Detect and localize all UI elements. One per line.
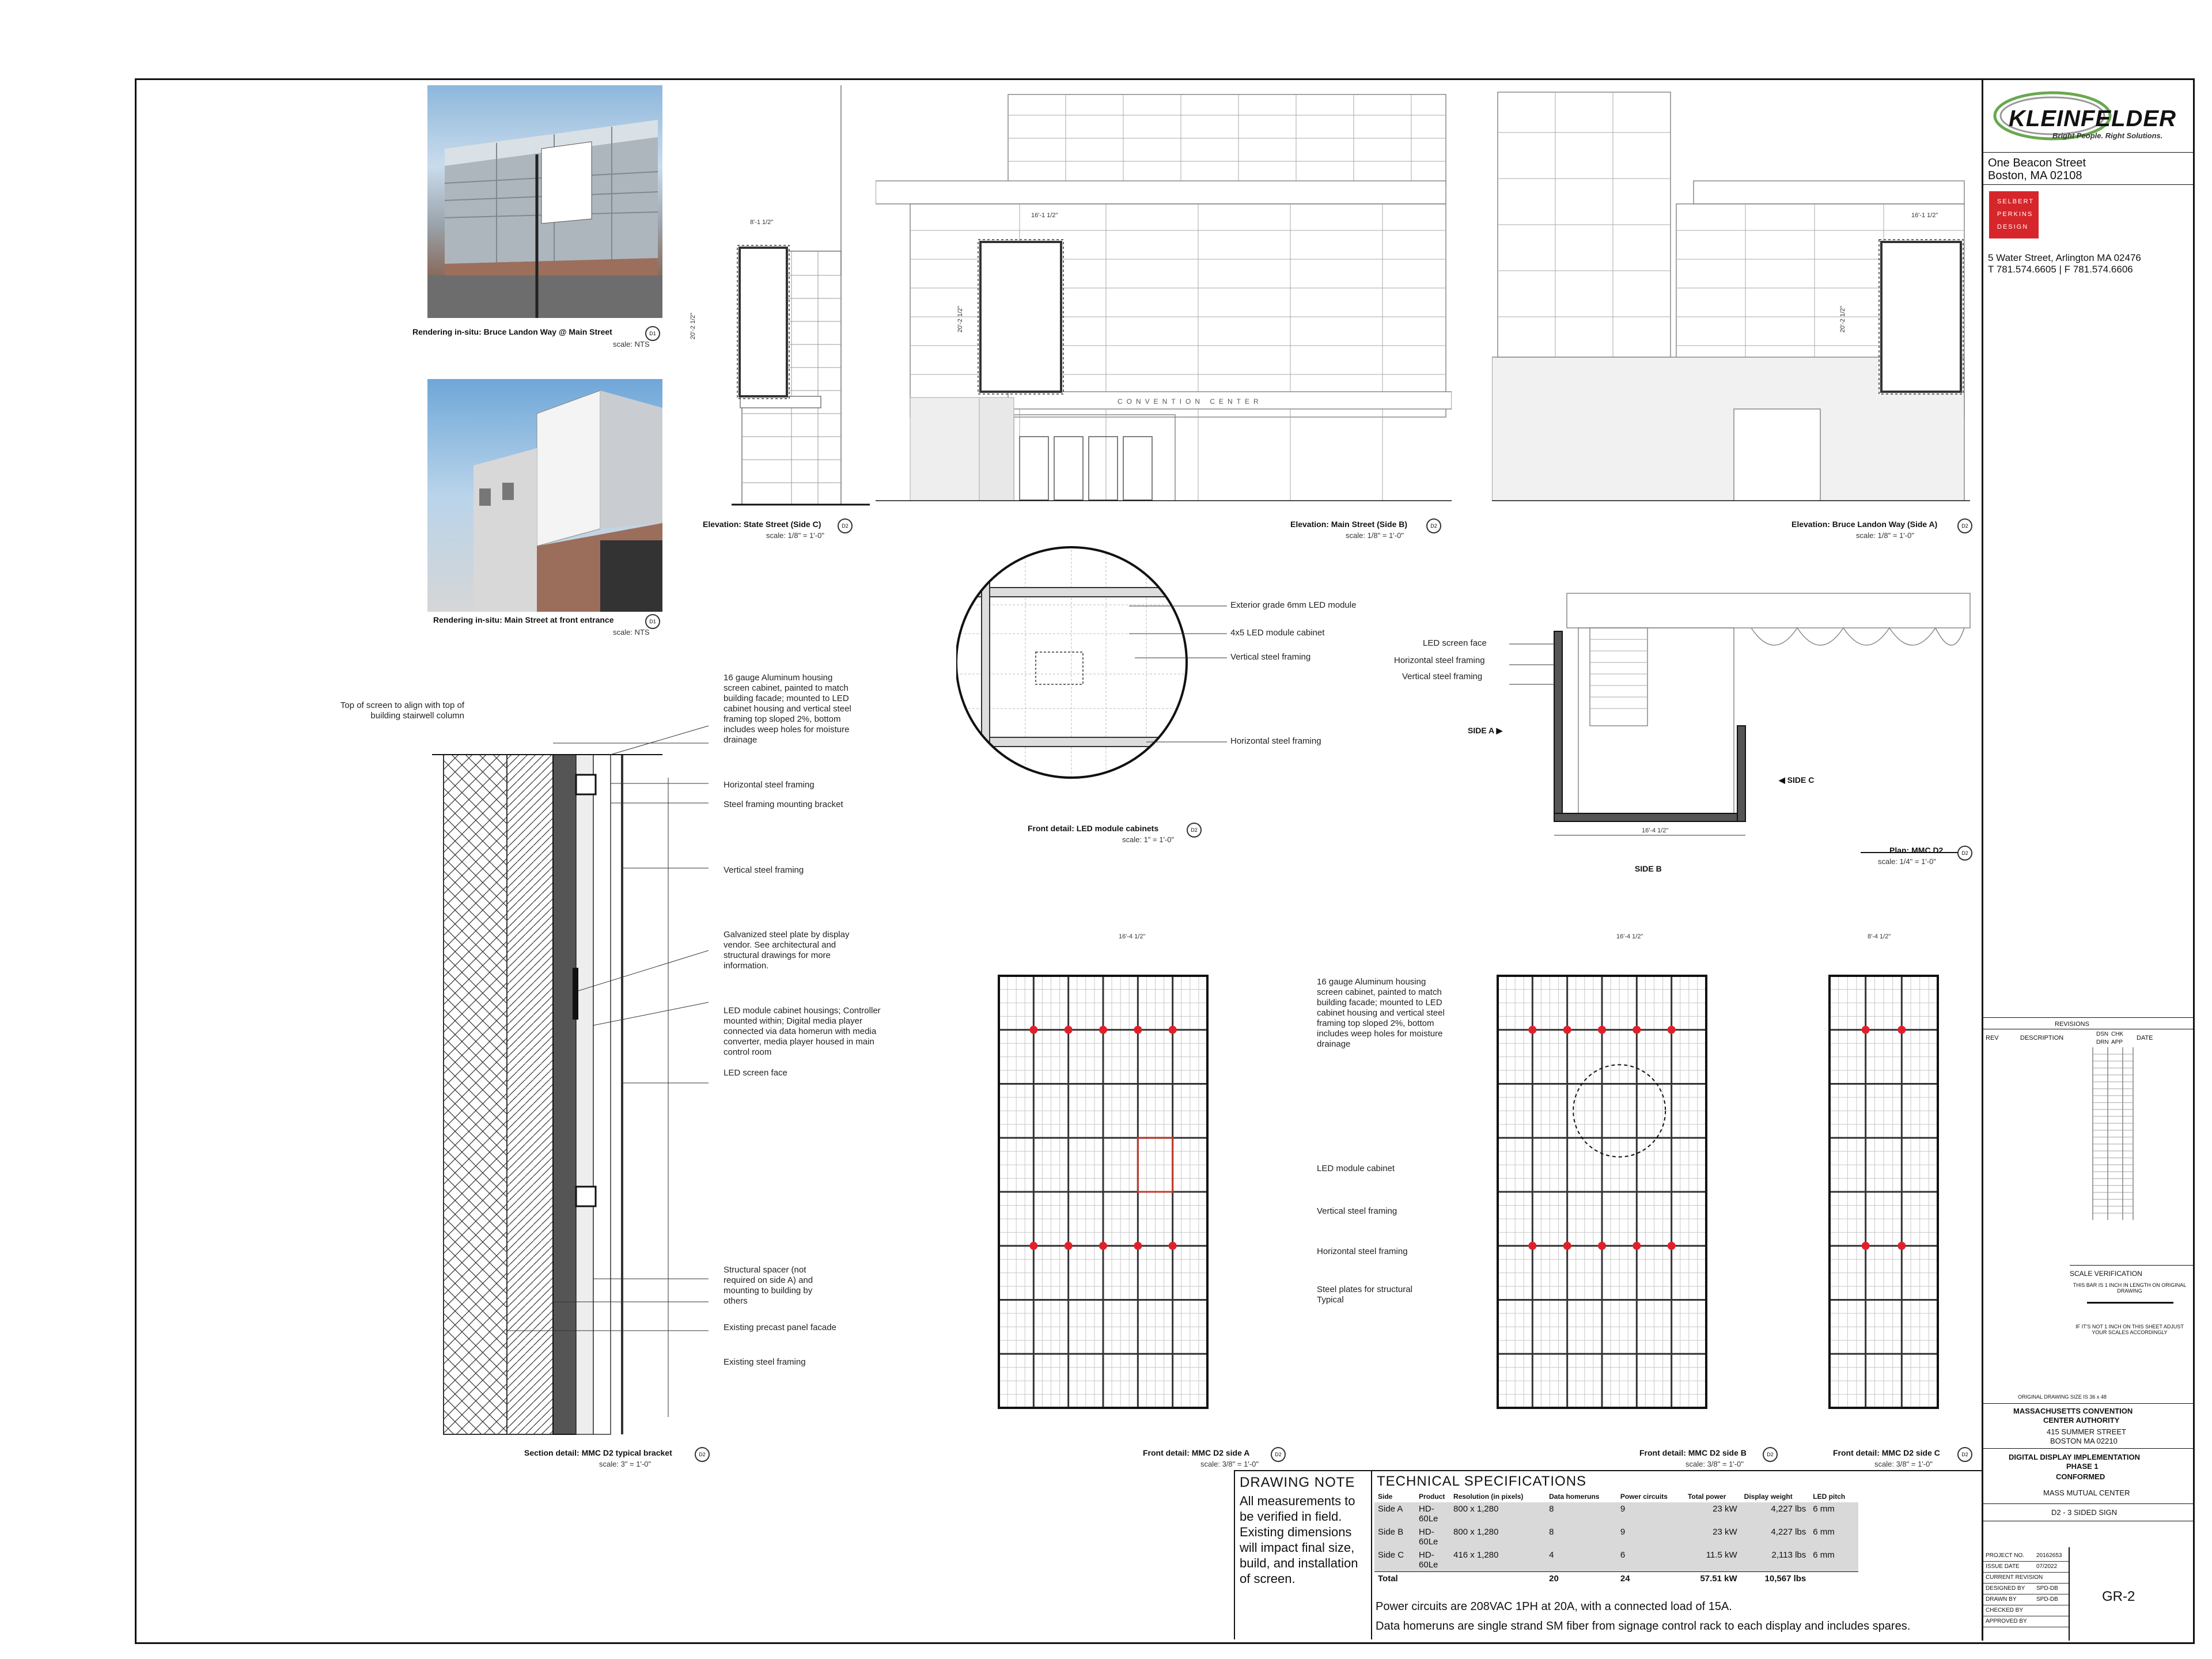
steel-plate-marker — [1029, 1026, 1037, 1034]
design-firm-logo — [1989, 191, 2039, 238]
section-note-9: Existing precast panel facade — [724, 1323, 836, 1332]
plan-drawing — [1509, 582, 1982, 858]
section-note-4: Vertical steel framing — [724, 865, 804, 875]
plan-ref: D2 — [1957, 846, 1972, 861]
meta-row — [1983, 1594, 2069, 1605]
led-note-2: 4x5 LED module cabinet — [1230, 628, 1325, 638]
cell: 20 — [1549, 1574, 1559, 1584]
cell: Side A — [1374, 1502, 1415, 1525]
steel-plate-marker — [1029, 1242, 1037, 1250]
design-phone: T 781.574.6605 | F 781.574.6606 — [1988, 264, 2133, 275]
elevation-side-a-drawing — [1492, 86, 1970, 501]
front-c-dim: 8'-4 1/2" — [1868, 933, 1891, 940]
meta-key: DRAWN BY — [1986, 1596, 2017, 1603]
steel-plate-marker — [1598, 1242, 1606, 1250]
meta-row — [1983, 1605, 2069, 1616]
original-drawing-size: ORIGINAL DRAWING SIZE IS 36 x 48 — [2018, 1394, 2107, 1400]
divider — [2070, 1265, 2193, 1266]
front-b-ref: D2 — [1763, 1447, 1778, 1462]
title-block — [1982, 78, 2193, 1641]
divider — [1983, 1403, 2193, 1404]
rev-header-app: APP — [2111, 1039, 2123, 1046]
col-weight: Display weight — [1744, 1493, 1793, 1501]
cell — [1809, 1572, 1858, 1586]
section-note-2: Horizontal steel framing — [724, 780, 815, 790]
meta-row — [1983, 1616, 2069, 1627]
tech-specs-title: TECHNICAL SPECIFICATIONS — [1377, 1474, 1587, 1489]
tech-specs-table — [1374, 1491, 1858, 1585]
convention-center-sign: CONVENTION CENTER — [1118, 397, 1263, 406]
cell: HD-60Le — [1415, 1502, 1450, 1525]
rendering-photo-2 — [427, 379, 662, 612]
steel-plate-marker — [1528, 1242, 1536, 1250]
led-note-1: Exterior grade 6mm LED module — [1230, 600, 1357, 610]
divider — [1983, 184, 2193, 185]
meta-key: CHECKED BY — [1986, 1607, 2024, 1613]
plan-dim: 16'-4 1/2" — [1642, 827, 1669, 834]
led-detail-caption: Front detail: LED module cabinets — [1028, 824, 1159, 833]
meta-key: ISSUE DATE — [1986, 1563, 2020, 1570]
cell: 2,113 lbs — [1741, 1548, 1810, 1572]
col-pitch: LED pitch — [1813, 1493, 1846, 1501]
rev-header-rev: REV — [1986, 1035, 1999, 1041]
front-c-scale: scale: 3/8" = 1'-0" — [1874, 1460, 1933, 1468]
steel-plate-marker — [1668, 1026, 1676, 1034]
led-note-4: Horizontal steel framing — [1230, 736, 1321, 746]
elevation-side-c-caption: Elevation: State Street (Side C) — [703, 520, 821, 529]
cell: 6 mm — [1809, 1502, 1858, 1525]
front-b-dim: 16'-4 1/2" — [1616, 933, 1643, 940]
elevation-side-a-ref: D2 — [1957, 518, 1972, 533]
table-row — [1374, 1502, 1858, 1525]
rendering-photo-1 — [427, 85, 662, 318]
elevation-side-a-caption: Elevation: Bruce Landon Way (Side A) — [1791, 520, 1938, 529]
front-c-caption: Front detail: MMC D2 side C — [1833, 1448, 1940, 1457]
side-b-dim-width: 16'-1 1/2" — [1031, 212, 1058, 219]
cell — [1415, 1572, 1450, 1586]
front-note-3: Vertical steel framing — [1317, 1206, 1397, 1216]
cell: HD-60Le — [1415, 1548, 1450, 1572]
plan-note-2: Horizontal steel framing — [1394, 656, 1485, 665]
drawing-note-text: All measurements to be verified in field. Existing dimensions will impact final size, build, and installation of screen. — [1240, 1494, 1358, 1586]
scale-bar — [2087, 1302, 2173, 1304]
front-note-5: Steel plates for structural Typical — [1317, 1285, 1412, 1305]
cell: 4 — [1546, 1548, 1617, 1572]
rev-header-date: DATE — [2137, 1035, 2153, 1041]
scale-verification-title: SCALE VERIFICATION — [2070, 1270, 2142, 1278]
steel-plate-marker — [1099, 1026, 1107, 1034]
rev-header-description: DESCRIPTION — [2020, 1035, 2064, 1041]
front-a-ref: D2 — [1271, 1447, 1286, 1462]
section-note-8: Structural spacer (not required on side A) and mounting to building by others — [724, 1265, 813, 1306]
cell: HD-60Le — [1415, 1525, 1450, 1548]
col-product: Product — [1419, 1493, 1445, 1501]
meta-value: SPD-DB — [2036, 1596, 2058, 1603]
elevation-side-a-scale: scale: 1/8" = 1'-0" — [1856, 531, 1914, 540]
front-note-4: Horizontal steel framing — [1317, 1247, 1408, 1256]
steel-plate-marker — [1134, 1026, 1142, 1034]
section-detail-drawing — [421, 668, 732, 1440]
cell: 6 — [1617, 1548, 1684, 1572]
tech-specs-footer-2: Data homeruns are single strand SM fiber from signage control rack to each display and includes spares. — [1376, 1620, 1911, 1633]
meta-row — [1983, 1551, 2069, 1562]
steel-plate-marker — [1563, 1242, 1571, 1250]
rendering-caption-1: Rendering in-situ: Bruce Landon Way @ Main Street — [412, 327, 612, 336]
steel-plate-marker — [1633, 1242, 1641, 1250]
front-c-ref: D2 — [1957, 1447, 1972, 1462]
meta-table — [1983, 1551, 2069, 1627]
tech-specs-box — [1371, 1470, 1983, 1639]
front-a-scale: scale: 3/8" = 1'-0" — [1200, 1460, 1259, 1468]
meta-value: SPD-DB — [2036, 1585, 2058, 1592]
front-b-scale: scale: 3/8" = 1'-0" — [1685, 1460, 1744, 1468]
section-note-7: LED screen face — [724, 1068, 787, 1078]
design-address: 5 Water Street, Arlington MA 02476 — [1988, 252, 2141, 263]
steel-plate-marker — [1169, 1242, 1177, 1250]
kleinfelder-tagline: Bright People. Right Solutions. — [2052, 131, 2163, 140]
led-detail-scale: scale: 1" = 1'-0" — [1122, 835, 1175, 844]
design-logo-line-3: DESIGN — [1997, 224, 2029, 230]
drawing-note-box — [1234, 1470, 1371, 1639]
sheet-title: D2 - 3 SIDED SIGN — [2051, 1508, 2118, 1517]
tech-specs-header-row — [1374, 1491, 1858, 1502]
col-data: Data homeruns — [1549, 1493, 1600, 1501]
building-rendering-2 — [427, 379, 662, 612]
steel-plate-marker — [1169, 1026, 1177, 1034]
kleinfelder-address-1: One Beacon Street — [1988, 157, 2086, 169]
steel-plate-marker — [1598, 1026, 1606, 1034]
steel-plate-marker — [1065, 1026, 1073, 1034]
steel-plate-marker — [1862, 1242, 1870, 1250]
section-note-3: Steel framing mounting bracket — [724, 800, 843, 809]
rendering-ref-2: D1 — [645, 614, 660, 629]
front-note-2: LED module cabinet — [1317, 1164, 1395, 1173]
meta-row — [1983, 1584, 2069, 1594]
meta-value: 07/2022 — [2036, 1563, 2058, 1570]
cell: 9 — [1617, 1502, 1684, 1525]
front-detail-side-a-drawing — [997, 974, 1210, 1423]
divider — [1983, 1503, 2193, 1504]
meta-key: APPROVED BY — [1986, 1618, 2027, 1624]
project-line-4: MASS MUTUAL CENTER — [2043, 1488, 2130, 1497]
front-detail-side-c-drawing — [1827, 974, 1940, 1423]
side-a-dim-width: 16'-1 1/2" — [1911, 212, 1938, 219]
section-note-1: 16 gauge Aluminum housing screen cabinet, painted to match building facade; mounted to LED cabinet housing and vertical steel framing top sloped 2%, bottom includes weep holes for moisture drainage — [724, 673, 851, 745]
rev-header-chk: CHK — [2111, 1031, 2124, 1037]
cell: 800 x 1,280 — [1450, 1525, 1546, 1548]
revisions-title: REVISIONS — [2055, 1021, 2089, 1028]
cell: 6 mm — [1809, 1548, 1858, 1572]
cell: 11.5 kW — [1684, 1548, 1741, 1572]
led-module-detail-drawing — [956, 541, 1382, 783]
side-a-dim-height: 20'-2 1/2" — [1839, 305, 1847, 333]
meta-key: DESIGNED BY — [1986, 1585, 2025, 1592]
elevation-side-b-drawing — [876, 86, 1452, 501]
side-c-dim-height: 20'-2 1/2" — [690, 312, 697, 340]
scale-verification-text: THIS BAR IS 1 INCH IN LENGTH ON ORIGINAL DRAWING — [2073, 1282, 2187, 1294]
cell: 24 — [1620, 1574, 1630, 1584]
meta-row — [1983, 1573, 2069, 1584]
meta-row — [1983, 1562, 2069, 1573]
side-b-dim-height: 20'-2 1/2" — [957, 305, 964, 333]
steel-plate-marker — [1065, 1242, 1073, 1250]
plan-side-a: SIDE A ▶ — [1468, 726, 1503, 735]
col-total-power: Total power — [1687, 1493, 1726, 1501]
scale-verification-warning: IF IT'S NOT 1 INCH ON THIS SHEET ADJUST YOUR SCALES ACCORDINGLY — [2075, 1324, 2184, 1335]
rev-header-drn: DRN — [2096, 1039, 2109, 1046]
divider — [1983, 152, 2193, 153]
kleinfelder-logo-text: KLEINFELDER — [2009, 106, 2176, 131]
front-b-caption: Front detail: MMC D2 side B — [1639, 1448, 1747, 1457]
col-side: Side — [1378, 1493, 1393, 1501]
table-row — [1374, 1525, 1858, 1548]
cell: 9 — [1617, 1525, 1684, 1548]
steel-plate-marker — [1862, 1026, 1870, 1034]
front-a-caption: Front detail: MMC D2 side A — [1143, 1448, 1250, 1457]
cell: 23 kW — [1684, 1525, 1741, 1548]
elevation-side-c-drawing — [732, 85, 870, 506]
plan-side-b: SIDE B — [1635, 864, 1662, 873]
cell: 57.51 kW — [1700, 1574, 1737, 1584]
divider — [1983, 1448, 2193, 1449]
section-scale: scale: 3" = 1'-0" — [599, 1460, 652, 1468]
elevation-side-c-ref: D2 — [838, 518, 853, 533]
building-rendering-1 — [427, 85, 662, 318]
plan-scale: scale: 1/4" = 1'-0" — [1878, 857, 1936, 866]
elevation-side-b-caption: Elevation: Main Street (Side B) — [1290, 520, 1408, 529]
client-line-2: CENTER AUTHORITY — [2043, 1416, 2120, 1425]
steel-plate-marker — [1563, 1026, 1571, 1034]
design-logo-line-2: PERKINS — [1997, 211, 2033, 218]
rev-header-dsn: DSN — [2096, 1031, 2109, 1037]
cell: 23 kW — [1684, 1502, 1741, 1525]
plan-note-3: Vertical steel framing — [1402, 672, 1483, 681]
revision-grid — [1983, 1047, 2193, 1283]
project-line-3: CONFORMED — [2056, 1472, 2105, 1481]
steel-plate-marker — [1897, 1026, 1906, 1034]
rendering-caption-2: Rendering in-situ: Main Street at front entrance — [433, 615, 614, 624]
table-total-row — [1374, 1572, 1858, 1586]
steel-plate-marker — [1099, 1242, 1107, 1250]
plan-note-1: LED screen face — [1423, 638, 1487, 648]
section-caption: Section detail: MMC D2 typical bracket — [524, 1448, 672, 1457]
cell: 416 x 1,280 — [1450, 1548, 1546, 1572]
project-line-1: DIGITAL DISPLAY IMPLEMENTATION — [2009, 1453, 2140, 1461]
section-note-6: LED module cabinet housings; Controller mounted within; Digital media player connected via data homerun with media converter, media player housed in main control room — [724, 1006, 881, 1057]
rendering-scale-2: scale: NTS — [613, 628, 650, 637]
steel-plate-marker — [1897, 1242, 1906, 1250]
sheet-number: GR-2 — [2102, 1589, 2135, 1604]
cell: 10,567 lbs — [1764, 1574, 1806, 1584]
front-detail-side-b-drawing — [1495, 974, 1709, 1423]
meta-value: 20162653 — [2036, 1552, 2062, 1559]
drawing-note-title: DRAWING NOTE — [1240, 1475, 1355, 1490]
section-note-10: Existing steel framing — [724, 1357, 806, 1367]
table-row — [1374, 1548, 1858, 1572]
cell: 4,227 lbs — [1741, 1525, 1810, 1548]
steel-plate-marker — [1668, 1242, 1676, 1250]
meta-divider — [2069, 1547, 2070, 1641]
elevation-side-c-scale: scale: 1/8" = 1'-0" — [766, 531, 824, 540]
plan-side-c: ◀ SIDE C — [1779, 775, 1815, 785]
client-line-1: MASSACHUSETTS CONVENTION — [2013, 1407, 2133, 1415]
client-line-3: 415 SUMMER STREET — [2047, 1427, 2126, 1436]
cell: Side B — [1374, 1525, 1415, 1548]
section-note-5: Galvanized steel plate by display vendor. See architectural and structural drawings for more information. — [724, 930, 850, 971]
rendering-scale-1: scale: NTS — [613, 340, 650, 349]
elevation-side-b-scale: scale: 1/8" = 1'-0" — [1346, 531, 1404, 540]
section-ref: D2 — [695, 1447, 710, 1462]
cell — [1450, 1572, 1546, 1586]
cell: 6 mm — [1809, 1525, 1858, 1548]
cell: 4,227 lbs — [1741, 1502, 1810, 1525]
led-note-3: Vertical steel framing — [1230, 652, 1311, 662]
led-detail-ref: D2 — [1187, 823, 1202, 838]
side-c-dim-width: 8'-1 1/2" — [750, 219, 774, 226]
cell: 800 x 1,280 — [1450, 1502, 1546, 1525]
cell: Total — [1378, 1574, 1398, 1584]
front-a-dim: 16'-4 1/2" — [1119, 933, 1146, 940]
cell: Side C — [1374, 1548, 1415, 1572]
meta-key: CURRENT REVISION — [1986, 1574, 2043, 1581]
steel-plate-marker — [1633, 1026, 1641, 1034]
rendering-ref-1: D1 — [645, 326, 660, 341]
steel-plate-marker — [1134, 1242, 1142, 1250]
section-top-note: Top of screen to align with top of building stairwell column — [340, 700, 464, 721]
kleinfelder-address-2: Boston, MA 02108 — [1988, 169, 2082, 182]
tech-specs-footer-1: Power circuits are 208VAC 1PH at 20A, with a connected load of 15A. — [1376, 1600, 1732, 1613]
design-logo-line-1: SELBERT — [1997, 198, 2034, 205]
col-resolution: Resolution (in pixels) — [1453, 1493, 1524, 1501]
meta-key: PROJECT NO. — [1986, 1552, 2025, 1559]
col-power-circuits: Power circuits — [1620, 1493, 1668, 1501]
cell: 8 — [1546, 1525, 1617, 1548]
steel-plate-marker — [1528, 1026, 1536, 1034]
project-line-2: PHASE 1 — [2066, 1462, 2099, 1471]
elevation-side-b-ref: D2 — [1426, 518, 1441, 533]
cell: 8 — [1546, 1502, 1617, 1525]
client-line-4: BOSTON MA 02210 — [2050, 1437, 2118, 1445]
front-note-1: 16 gauge Aluminum housing screen cabinet, painted to match building facade; mounted to LED cabinet housing and vertical steel framing top sloped 2%, bottom includes weep holes for moisture drainage — [1317, 977, 1445, 1049]
plan-caption: Plan: MMC D2 — [1889, 846, 1944, 855]
divider — [1983, 1017, 2193, 1018]
